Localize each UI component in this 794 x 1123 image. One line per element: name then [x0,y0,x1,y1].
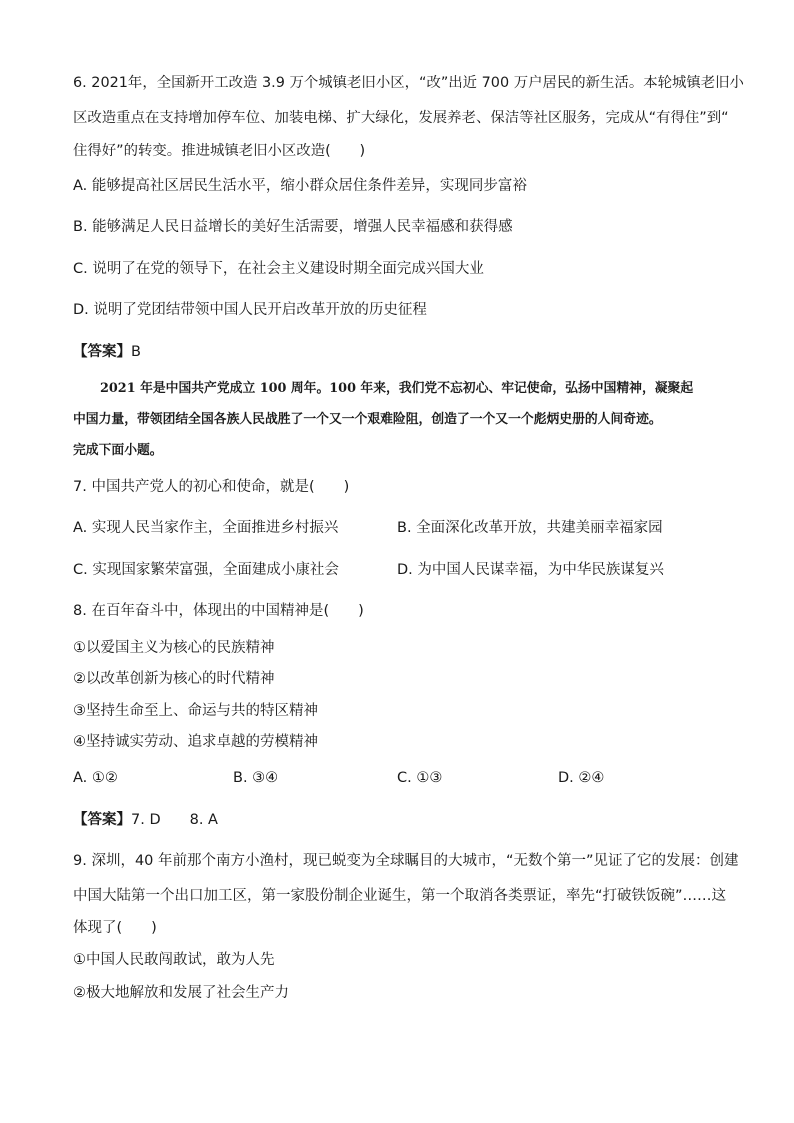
q9-item-1: ①中国人民敢闯敢试，敢为人先 [73,952,275,968]
q7-option-a: A. 实现人民当家作主，全面推进乡村振兴 [73,520,339,536]
q9-item-2: ②极大地解放和发展了社会生产力 [73,985,289,1001]
q6-stem-line-2: 区改造重点在支持增加停车位、加装电梯、扩大绿化，发展养老、保洁等社区服务，完成从“有得住”到“ [73,110,729,126]
passage-line-1: 2021 年是中国共产党成立 100 周年。100 年来，我们党不忘初心、牢记使命，弘扬中国精神，凝聚起 [100,381,694,396]
q8-stem: 8. 在百年奋斗中，体现出的中国精神是( ) [73,603,364,619]
q7-option-c: C. 实现国家繁荣富强，全面建成小康社会 [73,562,339,578]
q7-q8-answer [73,810,218,830]
answer-value: B [131,344,141,360]
q8-item-2: ②以改革创新为核心的时代精神 [73,671,275,687]
q8-option-d: D. ②④ [558,770,605,786]
q6-option-c: C. 说明了在党的领导下，在社会主义建设时期全面完成兴国大业 [73,261,484,277]
q9-stem-line-1: 9. 深圳，40 年前那个南方小渔村，现已蜕变为全球瞩目的大城市，“无数个第一”见证了它的发展：创建 [73,853,739,869]
passage-line-2: 中国力量，带领团结全国各族人民战胜了一个又一个艰难险阻，创造了一个又一个彪炳史册的人间奇迹。 [73,412,662,427]
q6-option-a: A. 能够提高社区居民生活水平，缩小群众居住条件差异，实现同步富裕 [73,178,527,194]
q7-stem: 7. 中国共产党人的初心和使命，就是( ) [73,479,350,495]
passage-line-3: 完成下面小题。 [73,443,163,458]
q8-option-b: B. ③④ [233,770,279,786]
q7-option-d: D. 为中国人民谋幸福，为中华民族谋复兴 [397,562,664,578]
q6-stem-line-1: 6. 2021年，全国新开工改造 3.9 万个城镇老旧小区，“改”出近 700 万户居民的新生活。本轮城镇老旧小 [73,75,744,91]
q9-stem-line-3: 体现了( ) [73,920,157,936]
q6-option-d: D. 说明了党团结带领中国人民开启改革开放的历史征程 [73,302,427,318]
q8-option-c: C. ①③ [397,770,443,786]
q6-answer [73,342,141,362]
q6-option-b: B. 能够满足人民日益增长的美好生活需要，增强人民幸福感和获得感 [73,219,513,235]
answer-tag: 【答案】 [73,344,131,360]
answer-tag: 【答案】 [73,812,131,828]
q8-item-1: ①以爱国主义为核心的民族精神 [73,640,275,656]
q8-item-3: ③坚持生命至上、命运与共的特区精神 [73,703,318,719]
q8-option-a: A. ①② [73,770,118,786]
answer-value: 7. D 8. A [131,812,218,828]
q9-stem-line-2: 中国大陆第一个出口加工区，第一家股份制企业诞生，第一个取消各类票证，率先“打破铁饭碗”……这 [73,888,727,904]
q7-option-b: B. 全面深化改革开放，共建美丽幸福家园 [397,520,663,536]
q6-stem-line-3: 住得好”的转变。推进城镇老旧小区改造( ) [73,143,366,159]
q8-item-4: ④坚持诚实劳动、追求卓越的劳模精神 [73,734,318,750]
